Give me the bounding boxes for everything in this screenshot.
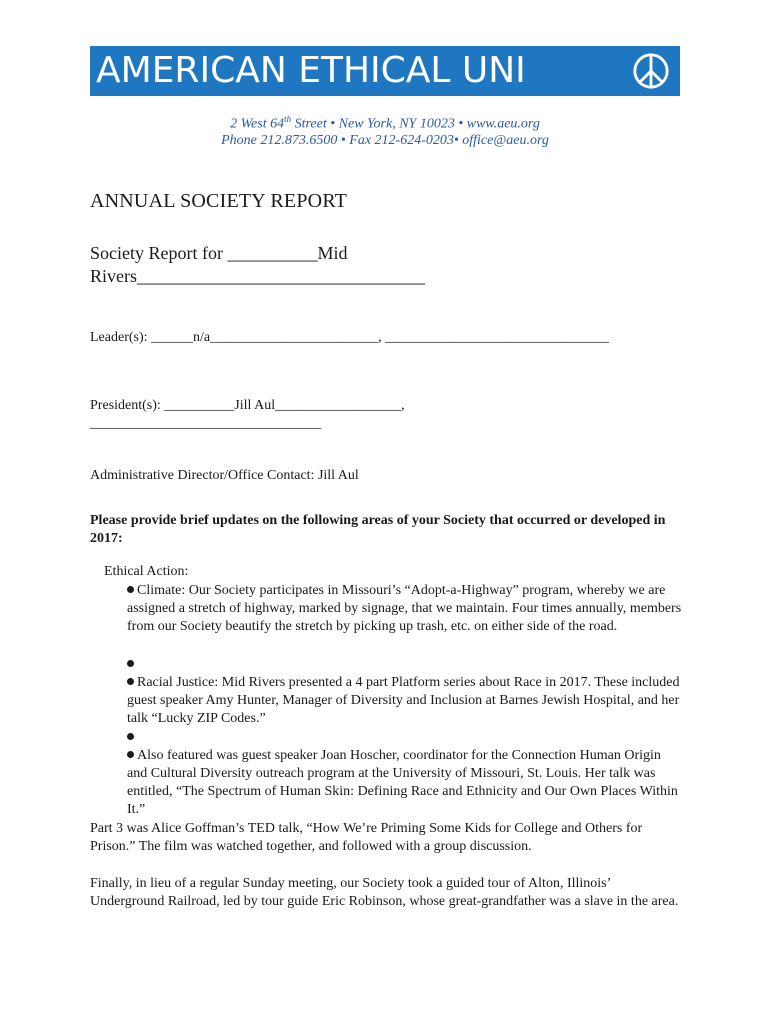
aeu-logo-banner <box>90 46 680 96</box>
presidents-field: President(s): __________Jill Aul__________________, <box>90 398 405 413</box>
empty-bullet-1 <box>127 656 137 674</box>
leaders-field: Leader(s): ______n/a________________________, ________________________________ <box>90 330 610 345</box>
empty-bullet-2 <box>127 729 137 747</box>
org-name: AMERICAN ETHICAL UNI <box>96 50 526 91</box>
paragraph-part3: Part 3 was Alice Goffman’s TED talk, “How We’re Priming Some Kids for College and Others for Prison.” The film was watched together, and followed with a group discussion. <box>90 821 643 854</box>
list-item-climate: Climate: Our Society participates in Missouri’s “Adopt-a-Highway” program, whereby we are assigned a stretch of highway, marked by signage, that we maintain. Four times annually, members from our Society beautify the stretch by picking up trash, etc. on either side of the road. <box>127 583 682 634</box>
bullet-icon <box>127 751 134 758</box>
admin-contact: Administrative Director/Office Contact: Jill Aul <box>90 468 359 483</box>
bullet-icon <box>127 660 134 667</box>
bullet-icon <box>127 678 134 685</box>
page-title: ANNUAL SOCIETY REPORT <box>90 190 348 212</box>
section-ethical-action: Ethical Action: <box>104 564 189 579</box>
society-report-for: Society Report for __________Mid Rivers________________________________ <box>90 243 425 286</box>
paragraph-finally: Finally, in lieu of a regular Sunday meeting, our Society took a guided tour of Alton, Illinois’ Underground Railroad, led by tour guide Eric Robinson, whose great-grandfather was a slave in the area. <box>90 876 679 909</box>
list-item-racial-justice: Racial Justice: Mid Rivers presented a 4 part Platform series about Race in 2017. These included guest speaker Amy Hunter, Manager of Diversity and Inclusion at Barnes Jewish Hospital, and her talk “Lucky ZIP Codes.” <box>127 675 680 726</box>
presidents-field-continued: _________________________________ <box>90 416 321 431</box>
address-line: 2 West 64th Street • New York, NY 10023 • www.aeu.org <box>230 114 540 132</box>
updates-question: Please provide brief updates on the following areas of your Society that occurred or developed in 2017: <box>90 513 666 546</box>
peace-symbol-icon <box>632 52 670 90</box>
phone-line: Phone 212.873.6500 • Fax 212-624-0203• office@aeu.org <box>221 133 549 148</box>
bullet-icon <box>127 586 134 593</box>
bullet-icon <box>127 733 134 740</box>
list-item-also-featured: Also featured was guest speaker Joan Hoscher, coordinator for the Connection Human Origin and Cultural Diversity outreach program at the University of Missouri, St. Louis. Her talk was entitled, “The Spectrum of Human Skin: Defining Race and Ethnicity and Our Own Places Within It.” <box>127 748 678 817</box>
